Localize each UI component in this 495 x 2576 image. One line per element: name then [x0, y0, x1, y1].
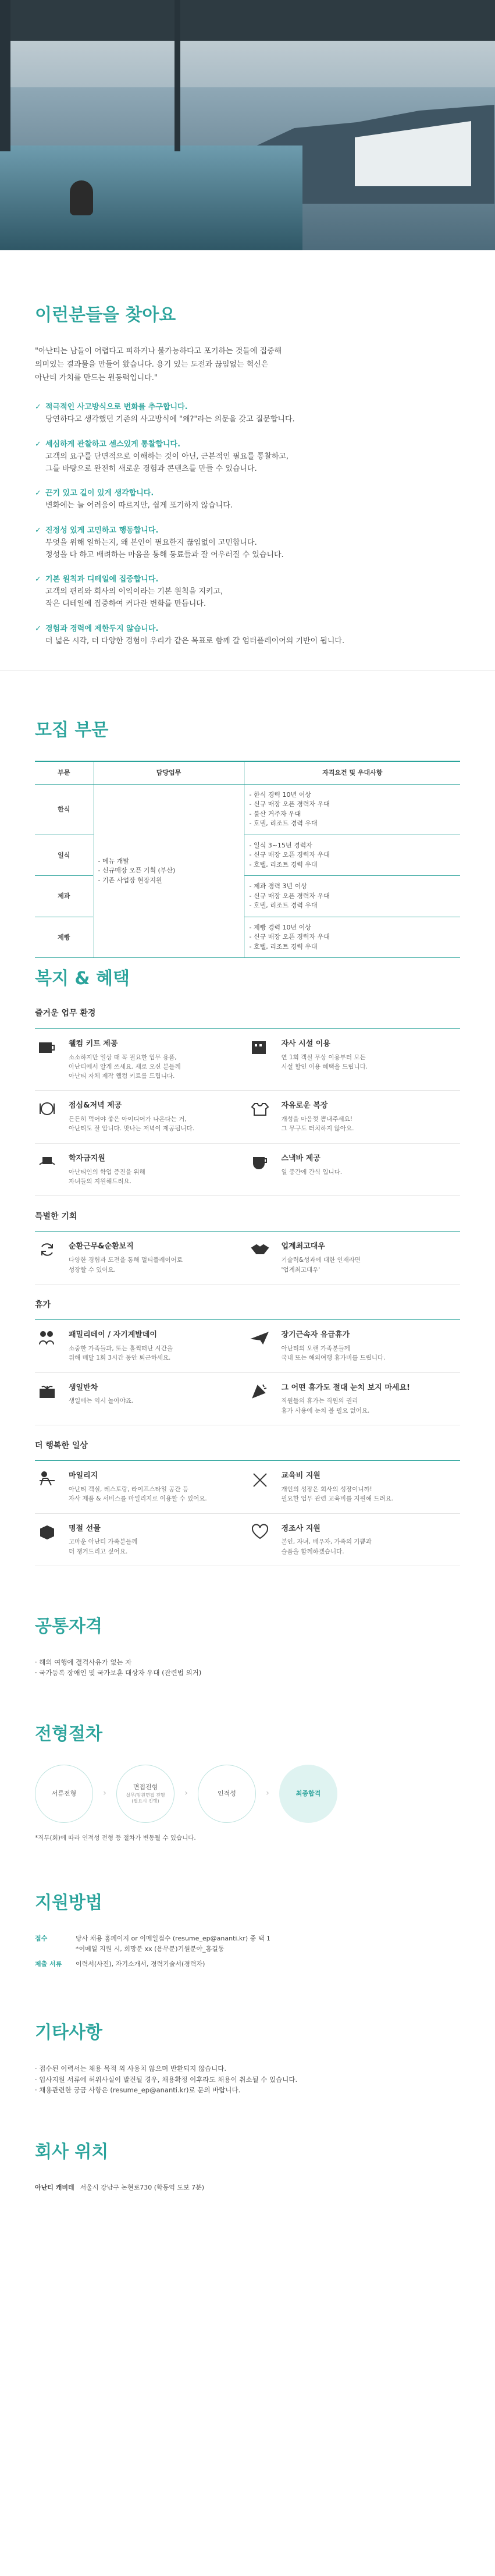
- check-icon: ✓: [35, 624, 41, 633]
- requirement-cell: [244, 835, 460, 876]
- requirement-line: - 일식 3~15년 경력자: [249, 841, 312, 849]
- intro-line: 아난티 가치를 만드는 원동력입니다.": [35, 373, 158, 382]
- dining-icon: [37, 1100, 59, 1117]
- welfare-item-desc: [69, 1396, 133, 1406]
- arrow-right-icon: ›: [266, 1789, 269, 1798]
- criteria-title: [35, 574, 460, 586]
- welfare-item: [248, 1029, 461, 1091]
- criteria-title-text: 적극적인 사고방식으로 변화를 추구합니다.: [45, 403, 188, 412]
- welfare-grid: [35, 1231, 460, 1284]
- recruit-table: [35, 761, 460, 958]
- plane-icon: [250, 1329, 272, 1347]
- welfare-text: [282, 1523, 372, 1556]
- cup-icon: [250, 1153, 272, 1170]
- welfare-desc-line: 더 챙겨드리고 싶어요.: [69, 1548, 128, 1555]
- welfare-desc-line: 성장할 수 있어요.: [69, 1266, 116, 1273]
- welfare-desc-line: 슬픔을 함께하겠습니다.: [281, 1548, 344, 1555]
- intro-line: 의미있는 결과물을 만들어 왔습니다. 용기 있는 도전과 끊임없는 혁신은: [35, 360, 269, 369]
- book-icon: [37, 1153, 59, 1170]
- criteria-item: [35, 623, 460, 648]
- etc-title: 기타사항: [35, 2023, 102, 2043]
- duty-cell: [93, 784, 244, 958]
- criteria-title-text: 끈기 있고 길이 있게 생각합니다.: [45, 489, 154, 498]
- criteria-title: [35, 439, 460, 451]
- welfare-item: [248, 1461, 461, 1513]
- requirement-cell: [244, 784, 460, 835]
- welfare-item: [248, 1232, 461, 1284]
- welfare-item-title: 순환근무&순환보직: [69, 1242, 134, 1251]
- heart-icon: [250, 1523, 272, 1541]
- step-interview: 면접전형 실무/임원면접 진행 (필요시 진행): [116, 1765, 175, 1823]
- address: 서울시 강남구 논현로730 (학동역 도보 7분): [80, 2184, 205, 2192]
- arrow-right-icon: ›: [184, 1789, 188, 1798]
- criteria-line: 정성을 다 하고 배려하는 마음을 통해 동료들과 잘 어우러질 수 있습니다.: [45, 550, 284, 559]
- welfare-text: [282, 1470, 393, 1503]
- criteria-body: [35, 636, 460, 648]
- welfare-item: [35, 1320, 248, 1372]
- welfare-desc-line: 국내 또는 해외여행 휴가비를 드립니다.: [281, 1354, 386, 1362]
- welfare-desc-line: 직원들의 휴가는 직원의 권리: [281, 1397, 358, 1405]
- requirement-line: - 제빵 경력 10년 이상: [249, 923, 311, 931]
- step-document: 서류전형: [35, 1765, 93, 1823]
- requirement-line: - 호텔, 리조트 경력 우대: [249, 819, 318, 828]
- family-icon: [37, 1329, 59, 1347]
- welfare-item-desc: [282, 1053, 368, 1072]
- welfare-item: [35, 1373, 248, 1425]
- hero-image: [0, 0, 495, 250]
- dept-cell: 한식: [35, 784, 93, 835]
- welfare-text: [282, 1153, 343, 1186]
- location-section: [0, 2095, 495, 2216]
- welfare-item-desc: [282, 1255, 361, 1275]
- criteria-body: [35, 414, 460, 426]
- welfare-desc-line: 아난티도 잘 압니다. 맛나는 저녁이 제공됩니다.: [69, 1125, 195, 1133]
- intro-line: "아난티는 남들이 어렵다고 피하거나 불가능하다고 포기하는 것들에 집중해: [35, 347, 282, 356]
- welfare-desc-line: 아난티 자체 제작 웰컴 키트를 드립니다.: [69, 1073, 175, 1080]
- welfare-desc-line: 아난티에서 알게 쓰세요. 새로 오신 분들께: [69, 1063, 181, 1070]
- welfare-text: [282, 1241, 361, 1274]
- common-section: [0, 1566, 495, 1679]
- criteria-title-text: 경험과 경력에 제한두지 않습니다.: [45, 624, 159, 633]
- apply-key: 제출 서류: [35, 1960, 62, 1968]
- rotate-icon: [37, 1241, 59, 1258]
- welfare-item-title: 자유로운 복장: [281, 1101, 328, 1110]
- box-icon: [37, 1523, 59, 1541]
- welfare-desc-line: 위해 매달 1회 3시간 동안 퇴근하세요.: [69, 1354, 171, 1362]
- list-item: · 접수된 이력서는 채용 목적 외 사용치 않으며 반환되지 않습니다.: [35, 2064, 227, 2073]
- criteria-body: [35, 500, 460, 512]
- welfare-group-title: 특별한 기회: [35, 1212, 77, 1222]
- welfare-item-desc: [69, 1115, 194, 1134]
- criteria-title: [35, 623, 460, 636]
- welfare-text: [69, 1382, 133, 1415]
- process-title: 전형절차: [35, 1723, 102, 1744]
- welfare-item-title: 점심&저녁 제공: [69, 1101, 122, 1110]
- criteria-title-text: 기본 원칙과 디테일에 집중합니다.: [45, 575, 159, 584]
- welfare-item-desc: [282, 1115, 354, 1134]
- criteria-title-text: 진정성 있게 고민하고 행동합니다.: [45, 526, 159, 535]
- welfare-item-title: 교육비 지원: [281, 1471, 320, 1481]
- location-title: 회사 위치: [35, 2142, 109, 2163]
- check-icon: ✓: [35, 439, 41, 449]
- criteria-body: [35, 586, 460, 611]
- duty-line: - 메뉴 개발: [98, 857, 129, 865]
- welfare-text: [69, 1241, 183, 1274]
- list-item: · 국가등록 장애인 및 국가보훈 대상자 우대 (관련법 의거): [35, 1669, 202, 1677]
- welfare-item: [35, 1514, 248, 1566]
- welfare-item-title: 업계최고대우: [281, 1242, 325, 1251]
- criteria-item: [35, 488, 460, 512]
- welfare-desc-line: 기술력&성과에 대한 인재라면: [281, 1257, 361, 1264]
- welfare-desc-line: 다양한 경험과 도전을 통해 멀티플레이어로: [69, 1257, 183, 1264]
- welfare-desc-line: 필요한 업무 관련 교육비를 지원해 드려요.: [281, 1495, 393, 1503]
- apply-value: 당사 채용 홈페이지 or 이메일접수 (resume_ep@ananti.kr) 중 택 1: [76, 1935, 270, 1943]
- welfare-text: [69, 1470, 207, 1503]
- welfare-desc-line: 그 무구도 터치하지 않아요.: [281, 1125, 354, 1133]
- welfare-item-desc: [69, 1255, 183, 1275]
- welfare-item-title: 생일반차: [69, 1383, 98, 1392]
- welfare-item: [35, 1091, 248, 1143]
- welfare-item: [35, 1461, 248, 1513]
- requirement-line: - 신규 매장 오픈 경력자 우대: [249, 800, 330, 808]
- table-header: 자격요건 및 우대사항: [244, 761, 460, 784]
- gift-icon: [37, 1382, 59, 1400]
- welfare-desc-line: 아난티의 오랜 가족분들께: [281, 1344, 350, 1352]
- welfare-item-title: 웰컴 키트 제공: [69, 1039, 118, 1048]
- coffee-icon: [37, 1038, 59, 1056]
- criteria-title: [35, 402, 460, 414]
- list-item: · 해외 여행에 결격사유가 없는 자: [35, 1658, 132, 1666]
- tools-icon: [250, 1470, 272, 1488]
- criteria-title-text: 세심하게 관찰하고 센스있게 통찰합니다.: [45, 439, 181, 449]
- welfare-group-title: 더 행복한 일상: [35, 1440, 88, 1450]
- welfare-item: [248, 1514, 461, 1566]
- intro-paragraph: [35, 346, 460, 384]
- requirement-line: - 호텔, 리조트 경력 우대: [249, 942, 318, 950]
- criteria-title: [35, 525, 460, 537]
- step-final: 최종합격: [279, 1765, 337, 1823]
- process-section: [0, 1679, 495, 1843]
- welfare-desc-line: 자사 제품 & 서비스를 마일리지로 이용할 수 있어요.: [69, 1495, 207, 1503]
- welfare-section: [0, 958, 495, 1566]
- list-item: · 채용관련한 궁금 사항은 (resume_ep@ananti.kr)로 문의 바랍니다.: [35, 2086, 241, 2095]
- welfare-desc-line: 든든히 먹어야 좋은 아이디어가 나온다는 거,: [69, 1116, 187, 1123]
- welfare-item-title: 명절 선물: [69, 1524, 101, 1533]
- welfare-item-title: 그 어떤 휴가도 절대 눈치 보지 마세요!: [281, 1383, 410, 1392]
- requirement-cell: [244, 876, 460, 917]
- check-icon: ✓: [35, 526, 41, 535]
- welfare-grid: [35, 1319, 460, 1425]
- welfare-group-title: 즐거운 업무 환경: [35, 1009, 96, 1019]
- massage-icon: [37, 1470, 59, 1488]
- apply-value: 이력서(사진), 자기소개서, 경력기술서(경력자): [76, 1960, 205, 1968]
- etc-section: [0, 1974, 495, 2095]
- welfare-text: [69, 1153, 145, 1186]
- criteria-line: 그를 바탕으로 완전히 새로운 경험과 콘텐츠를 만들 수 있습니다.: [45, 464, 257, 473]
- welfare-text: [69, 1523, 137, 1556]
- criteria-line: 변화에는 늘 어려움이 따르지만, 쉽게 포기하지 않습니다.: [45, 501, 233, 510]
- welfare-item-desc: [282, 1396, 410, 1415]
- check-icon: ✓: [35, 575, 41, 584]
- dept-cell: 제과: [35, 876, 93, 917]
- welfare-desc-line: 개인의 성장은 회사의 성장이니까!: [281, 1486, 372, 1493]
- table-header: 부문: [35, 761, 93, 784]
- welfare-item-desc: [69, 1344, 173, 1363]
- criteria-line: 더 넓은 시각, 더 다양한 경험이 우리가 같은 목표로 함께 갈 엄터플레이어의 기반이 됩니다.: [45, 636, 345, 645]
- welfare-item-desc: [69, 1053, 180, 1081]
- welfare-grid: [35, 1028, 460, 1196]
- welfare-desc-line: 연 1회 객실 무상 이용부터 모든: [281, 1053, 366, 1061]
- welfare-item-desc: [69, 1485, 207, 1504]
- welfare-title: 복지 & 혜택: [35, 968, 130, 989]
- requirement-line: - 신규 매장 오픈 경력자 우대: [249, 933, 330, 941]
- welfare-item: [35, 1029, 248, 1091]
- criteria-line: 고객의 요구를 단면적으로 이해하는 것이 아닌, 근본적인 필요를 통찰하고,: [45, 452, 289, 461]
- table-row: [35, 784, 460, 835]
- criteria-item: [35, 525, 460, 561]
- welfare-item-desc: [282, 1537, 372, 1556]
- requirement-line: - 불산 거주자 우대: [249, 810, 301, 818]
- welfare-desc-line: '업계최고대우': [281, 1266, 320, 1273]
- check-icon: ✓: [35, 489, 41, 498]
- process-steps: [35, 1765, 460, 1823]
- criteria-line: 무엇을 위해 일하는지, 왜 본인이 필요한지 끊임없이 고민합니다.: [45, 538, 257, 547]
- apply-section: [0, 1843, 495, 1969]
- welfare-item-desc: [282, 1485, 393, 1504]
- welfare-desc-line: 일 중간에 간식 입니다.: [281, 1168, 343, 1176]
- welfare-desc-line: 개성을 마음껏 뽐내주세요!: [281, 1116, 352, 1123]
- party-icon: [250, 1382, 272, 1400]
- welfare-desc-line: 고마운 아난티 가족분들께: [69, 1538, 138, 1546]
- intro-title: 이런분들을 찾아요: [35, 305, 176, 325]
- requirement-line: - 호텔, 리조트 경력 우대: [249, 902, 318, 910]
- criteria-line: 고객의 편리와 회사의 이익이라는 기본 원칙을 지키고,: [45, 587, 223, 597]
- requirement-line: - 제과 경력 3년 이상: [249, 882, 307, 890]
- step-aptitude: 인적성: [198, 1765, 256, 1823]
- welfare-item-desc: [282, 1168, 343, 1177]
- intro-section: [0, 250, 495, 647]
- duty-line: - 신규매장 오픈 기획 (부산): [98, 867, 176, 875]
- welfare-item-desc: [69, 1168, 145, 1187]
- apply-value: *이메일 지원 시, 희망분 xx (용무분)기원분야_홍길동: [76, 1945, 225, 1953]
- welfare-item-desc: [69, 1537, 137, 1556]
- arrow-right-icon: ›: [103, 1789, 106, 1798]
- apply-key: 접수: [35, 1935, 48, 1943]
- welfare-desc-line: 휴가 사용에 눈치 볼 필요 없어요.: [281, 1407, 370, 1414]
- check-icon: ✓: [35, 403, 41, 412]
- criteria-body: [35, 451, 460, 476]
- welfare-text: [282, 1038, 368, 1081]
- criteria-body: [35, 537, 460, 562]
- welfare-text: [282, 1329, 386, 1362]
- criteria-item: [35, 574, 460, 610]
- requirement-line: - 한식 경력 10년 이상: [249, 790, 311, 799]
- criteria-item: [35, 439, 460, 475]
- list-item: · 입사지원 서류에 허위사실이 발견될 경우, 채용확정 이후라도 채용이 취소될 수 있습니다.: [35, 2075, 298, 2084]
- shirt-icon: [250, 1100, 272, 1117]
- welfare-item-title: 학자금지원: [69, 1154, 105, 1163]
- criteria-line: 작은 디테일에 집중하여 커다란 변화를 만듭니다.: [45, 599, 206, 608]
- criteria-title: [35, 488, 460, 500]
- welfare-item: [248, 1091, 461, 1143]
- welfare-text: [69, 1100, 194, 1133]
- welfare-item-desc: [282, 1344, 386, 1363]
- welfare-item-title: 경조사 지원: [281, 1524, 320, 1533]
- welfare-item: [248, 1373, 461, 1425]
- criteria-item: [35, 402, 460, 426]
- welfare-desc-line: 시설 할인 이용 혜택을 드립니다.: [281, 1063, 368, 1070]
- welfare-desc-line: 본인, 자녀, 배우자, 가족의 기쁨과: [281, 1538, 372, 1546]
- requirement-line: - 신규 매장 오픈 경력자 우대: [249, 892, 330, 900]
- requirement-line: - 신규 매장 오픈 경력자 우대: [249, 851, 330, 859]
- welfare-desc-line: 아난티인의 학업 증진을 위해: [69, 1168, 145, 1176]
- welfare-item: [248, 1144, 461, 1196]
- dept-cell: 일식: [35, 835, 93, 876]
- apply-title: 지원방법: [35, 1893, 102, 1914]
- building-icon: [250, 1038, 272, 1056]
- welfare-text: [69, 1329, 173, 1362]
- dept-cell: 제빵: [35, 917, 93, 958]
- welfare-group-title: 휴가: [35, 1300, 51, 1310]
- duty-line: - 기존 사업장 현장지원: [98, 876, 162, 884]
- criteria-line: 당연하다고 생각했던 기존의 사고방식에 "왜?"라는 의문을 갖고 질문합니다.: [45, 415, 295, 424]
- recruit-title: 모집 부문: [35, 720, 109, 741]
- welfare-text: [282, 1100, 354, 1133]
- common-title: 공통자격: [35, 1616, 102, 1637]
- welfare-desc-line: 아난티 객실, 레스토랑, 라이프스타일 공간 등: [69, 1486, 188, 1493]
- table-header: 담당업무: [93, 761, 244, 784]
- welfare-item: [248, 1320, 461, 1372]
- company-name: 아난티 캐비테: [35, 2184, 74, 2192]
- welfare-item-title: 패밀리데이 / 자기계발데이: [69, 1330, 157, 1340]
- welfare-item-title: 스낵바 제공: [281, 1154, 320, 1163]
- welfare-item-title: 마일리지: [69, 1471, 98, 1481]
- recruit-section: [0, 671, 495, 958]
- welfare-item: [35, 1232, 248, 1284]
- requirement-cell: [244, 917, 460, 958]
- welfare-desc-line: 자녀들의 지원해드려요.: [69, 1177, 132, 1185]
- welfare-item-title: 자사 시설 이용: [281, 1039, 330, 1048]
- welfare-item-title: 장기근속자 유급휴가: [281, 1330, 350, 1340]
- welfare-item: [35, 1144, 248, 1196]
- welfare-text: [282, 1382, 410, 1415]
- welfare-desc-line: 소소하지만 일상 때 꼭 필요한 업무 용품,: [69, 1053, 177, 1061]
- process-note: *직무(회)에 따라 인적성 전형 등 절차가 변동될 수 있습니다.: [35, 1834, 196, 1841]
- welfare-desc-line: 생일에는 역시 놀아야죠.: [69, 1397, 134, 1405]
- welfare-desc-line: 소중한 가족들과, 또는 훌쩍떠난 시간을: [69, 1344, 173, 1352]
- welfare-text: [69, 1038, 180, 1081]
- welfare-grid: [35, 1460, 460, 1566]
- requirement-line: - 호텔, 리조트 경력 우대: [249, 860, 318, 868]
- handshake-icon: [250, 1241, 272, 1258]
